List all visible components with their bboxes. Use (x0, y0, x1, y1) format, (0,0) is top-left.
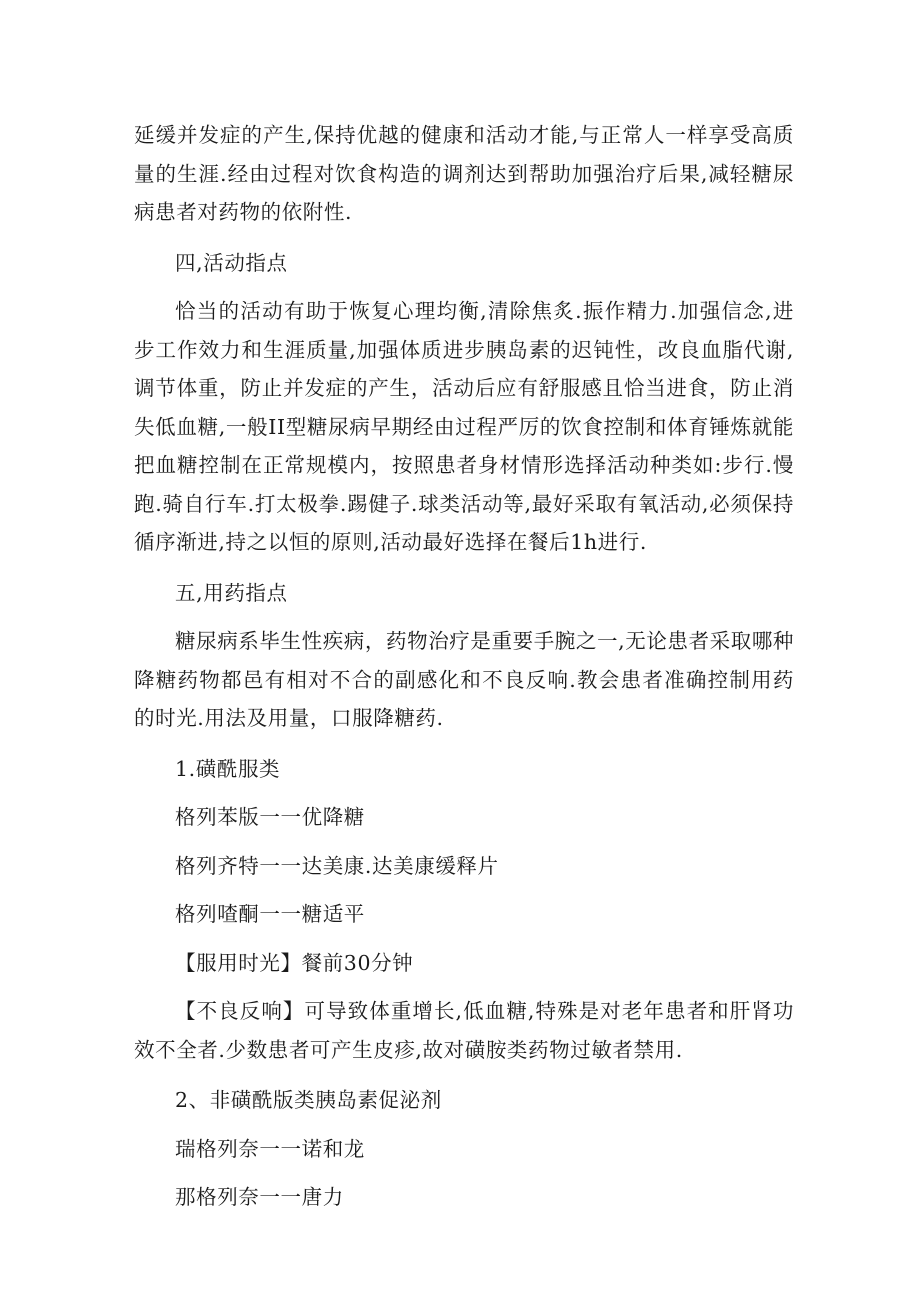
paragraph-intro: 延缓并发症的产生,保持优越的健康和活动才能,与正常人一样享受高质量的生涯.经由过程对饮食构造的调剂达到帮助加强治疗后果,减轻糖尿病患者对药物的依附性. (134, 123, 794, 224)
heading-non-sulfonylurea: 2、非磺酰版类胰岛素促泌剂 (175, 1088, 442, 1112)
document-body (134, 116, 794, 1217)
drug-item: 格列苯版一一优降糖 (175, 805, 365, 829)
dosage-time-note: 【服用时光】餐前30分钟 (175, 950, 414, 975)
drug-item: 那格列奈一一唐力 (175, 1185, 344, 1209)
heading-exercise-guidance: 四,活动指点 (175, 250, 288, 275)
drug-item: 格列齐特一一达美康.达美康缓释片 (175, 853, 499, 878)
drug-item: 格列喳酮一一糖适平 (175, 902, 365, 926)
heading-medication-guidance: 五,用药指点 (175, 580, 288, 605)
paragraph-exercise: 恰当的活动有助于恢复心理均衡,清除焦炙.振作精力.加强信念,进步工作效力和生涯质量,加强体质进步胰岛素的迟钝性，改良血脂代谢,调节体重，防止并发症的产生，活动后应有舒服感且恰当进食，防止消失低血糖,一般II型糖尿病早期经由过程严厉的饮食控制和体育锤炼就能把血糖控制在正常规模内，按照患者身材情形选择活动种类如:步行.慢跑.骑自行车.打太极拳.踢健子.球类活动等,最好采取有氧活动,必须保持循序渐进,持之以恒的原则,活动最好选择在餐后1h进行. (134, 299, 794, 554)
adverse-reaction-note: 【不良反响】可导致体重增长,低血糖,特殊是对老年患者和肝肾功效不全者.少数患者可产生皮疹,故对磺胺类药物过敏者禁用. (134, 999, 794, 1062)
paragraph-medication: 糖尿病系毕生性疾病，药物治疗是重要手腕之一,无论患者采取哪种降糖药物都邑有相对不合的副感化和不良反响.教会患者准确控制用药的时光.用法及用量，口服降糖药. (134, 629, 795, 730)
heading-sulfonylureas: 1.磺酰服类 (175, 756, 281, 781)
drug-item: 瑞格列奈一一诺和龙 (175, 1136, 365, 1161)
